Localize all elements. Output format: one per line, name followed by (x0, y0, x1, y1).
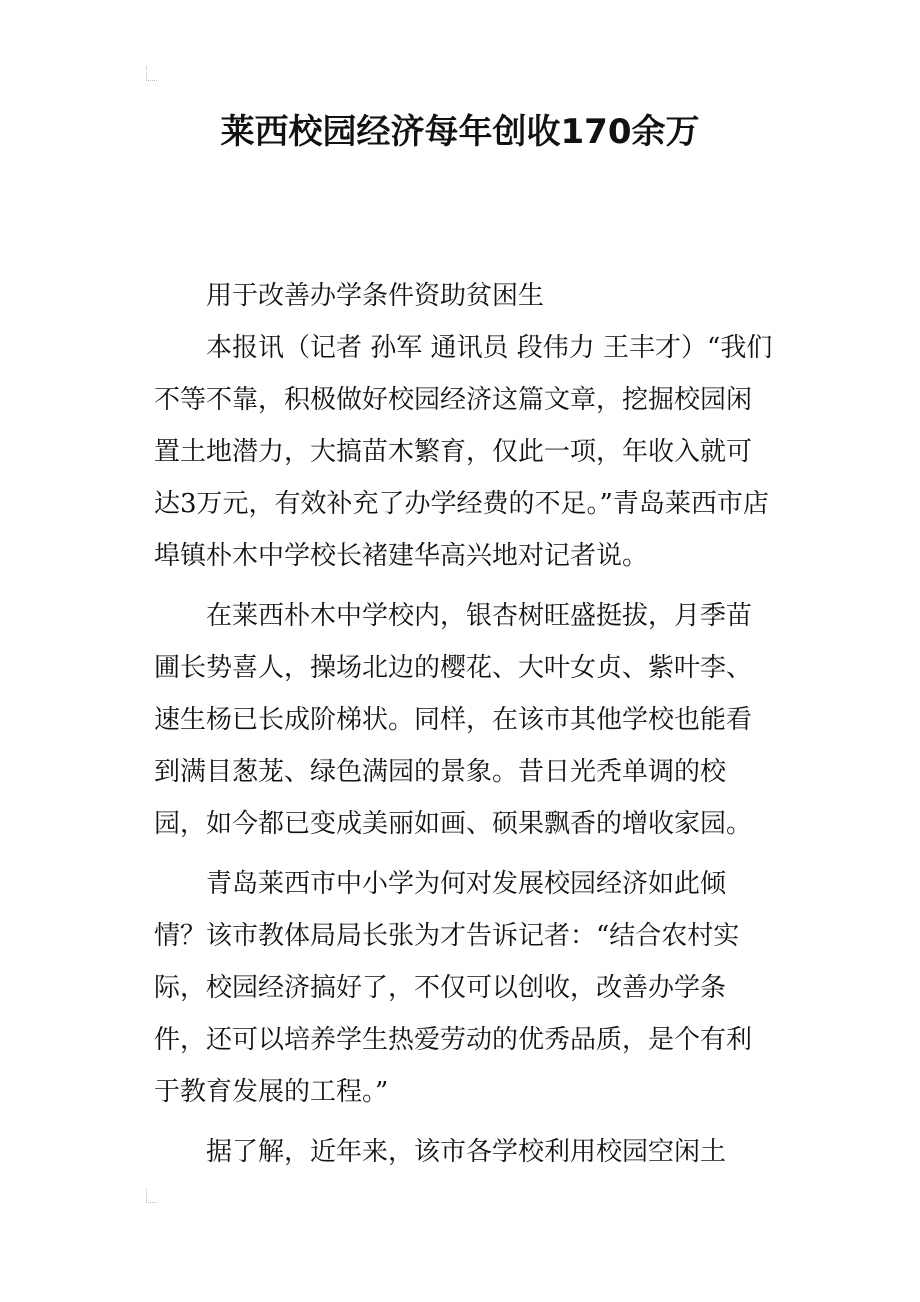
article-paragraph: 在莱西朴木中学校内，银杏树旺盛挺拔，月季苗圃长势喜人，操场北边的樱花、大叶女贞、紫叶李、速生杨已长成阶梯状。同样，在该市其他学校也能看到满目葱茏、绿色满园的景象。昔日光秃单调的校园，如今都已变成美丽如画、硕果飘香的增收家园。 (154, 601, 753, 839)
document-title: 莱西校园经济每年创收170余万 (220, 112, 700, 152)
page-corner-mark (146, 66, 157, 81)
page-corner-mark (146, 1188, 157, 1203)
article-paragraph: 青岛莱西市中小学为何对发展校园经济如此倾情？该市教体局局长张为才告诉记者：“结合农村实际，校园经济搞好了，不仅可以创收，改善办学条件，还可以培养学生热爱劳动的优秀品质，是个有利于教育发展的工程。” (154, 869, 753, 1107)
article-paragraph: 据了解，近年来，该市各学校利用校园空闲土 (206, 1137, 727, 1167)
subtitle-paragraph: 用于改善办学条件资助贫困生 (206, 281, 545, 311)
article-paragraph: 本报讯（记者 孙军 通讯员 段伟力 王丰才）“我们不等不靠，积极做好校园经济这篇文章，挖掘校园闲置土地潜力，大搞苗木繁育，仅此一项，年收入就可达3万元，有效补充了办学经费的不足。”青岛莱西市店埠镇朴木中学校长褚建华高兴地对记者说。 (154, 333, 773, 571)
article-body (154, 270, 774, 1178)
